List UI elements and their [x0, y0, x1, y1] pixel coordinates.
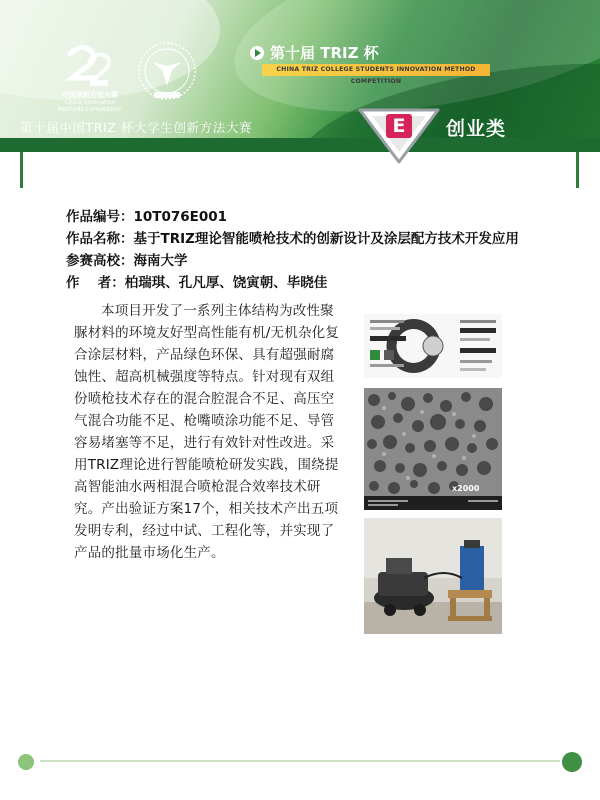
project-info — [66, 206, 519, 294]
figure-diagram — [364, 314, 502, 378]
title-block — [250, 42, 379, 63]
logo-en-text-2: Methods Competition — [57, 106, 123, 113]
logo-en-text-1: China Innovation — [64, 99, 116, 106]
play-icon — [250, 46, 264, 60]
competition-title: 第十届 TRIZ 杯 — [270, 44, 379, 62]
id-label: 作品编号： — [66, 209, 134, 225]
info-row-name — [66, 228, 519, 250]
english-banner: CHINA TRIZ COLLEGE STUDENTS INNOVATION METHOD COMPETITION — [262, 64, 490, 76]
project-description: 本项目开发了一系列主体结构为改性聚脲材料的环境友好型高性能有机/无机杂化复合涂层材料，产品绿色环保、具有超强耐腐蚀性、超高机械强度等特点。针对现有双组份喷枪技术存在的混合腔混合不足、高压空气混合功能不足、枪嘴喷涂功能不足、导管容易堵塞等不足，进行有效针对性改进。采用TRIZ理论进行智能喷枪研发实践，围绕提高智能油水两相混合喷枪混合效率技术研究。产出验证方案17个，相关技术产出五项发明专利，经过中试、工程化等，并实现了产品的批量市场化生产。 — [74, 303, 340, 561]
competition-logo-icon — [62, 40, 114, 92]
left-border-line — [20, 152, 23, 188]
figure-micrograph — [364, 388, 502, 510]
info-row-authors — [66, 272, 519, 294]
equipment-graphic — [364, 518, 502, 634]
category-label: 创业类 — [446, 118, 507, 140]
right-border-line — [576, 152, 579, 188]
competition-name-line: 第十届中国TRIZ 杯大学生创新方法大赛 — [20, 120, 253, 135]
footer-line — [40, 760, 560, 762]
id-value: 10T076E001 — [133, 209, 228, 225]
school-value: 海南大学 — [133, 253, 188, 269]
name-value: 基于TRIZ理论智能喷枪技术的创新设计及涂层配方技术开发应用 — [133, 231, 519, 247]
footer-left-dot — [18, 754, 34, 770]
info-row-school — [66, 250, 519, 272]
logo-cn-text: 中国创新方法大赛 — [62, 91, 118, 99]
authors-value: 柏瑞琪、孔凡厚、饶寅朝、毕晓佳 — [124, 275, 328, 291]
micrograph-graphic — [364, 388, 502, 510]
header-bottom-band — [0, 138, 600, 152]
diagram-graphic — [364, 314, 502, 378]
figure-equipment-photo — [364, 518, 502, 634]
school-label: 参赛高校： — [66, 253, 134, 269]
info-row-id — [66, 206, 519, 228]
category-letter: E — [386, 114, 412, 138]
name-label: 作品名称： — [66, 231, 134, 247]
footer-right-dot — [562, 752, 582, 772]
logo-caption — [50, 92, 130, 113]
authors-label: 作 者： — [66, 275, 125, 291]
micrograph-scale-label: x2000 — [452, 484, 480, 493]
triz-emblem-icon — [136, 40, 198, 102]
